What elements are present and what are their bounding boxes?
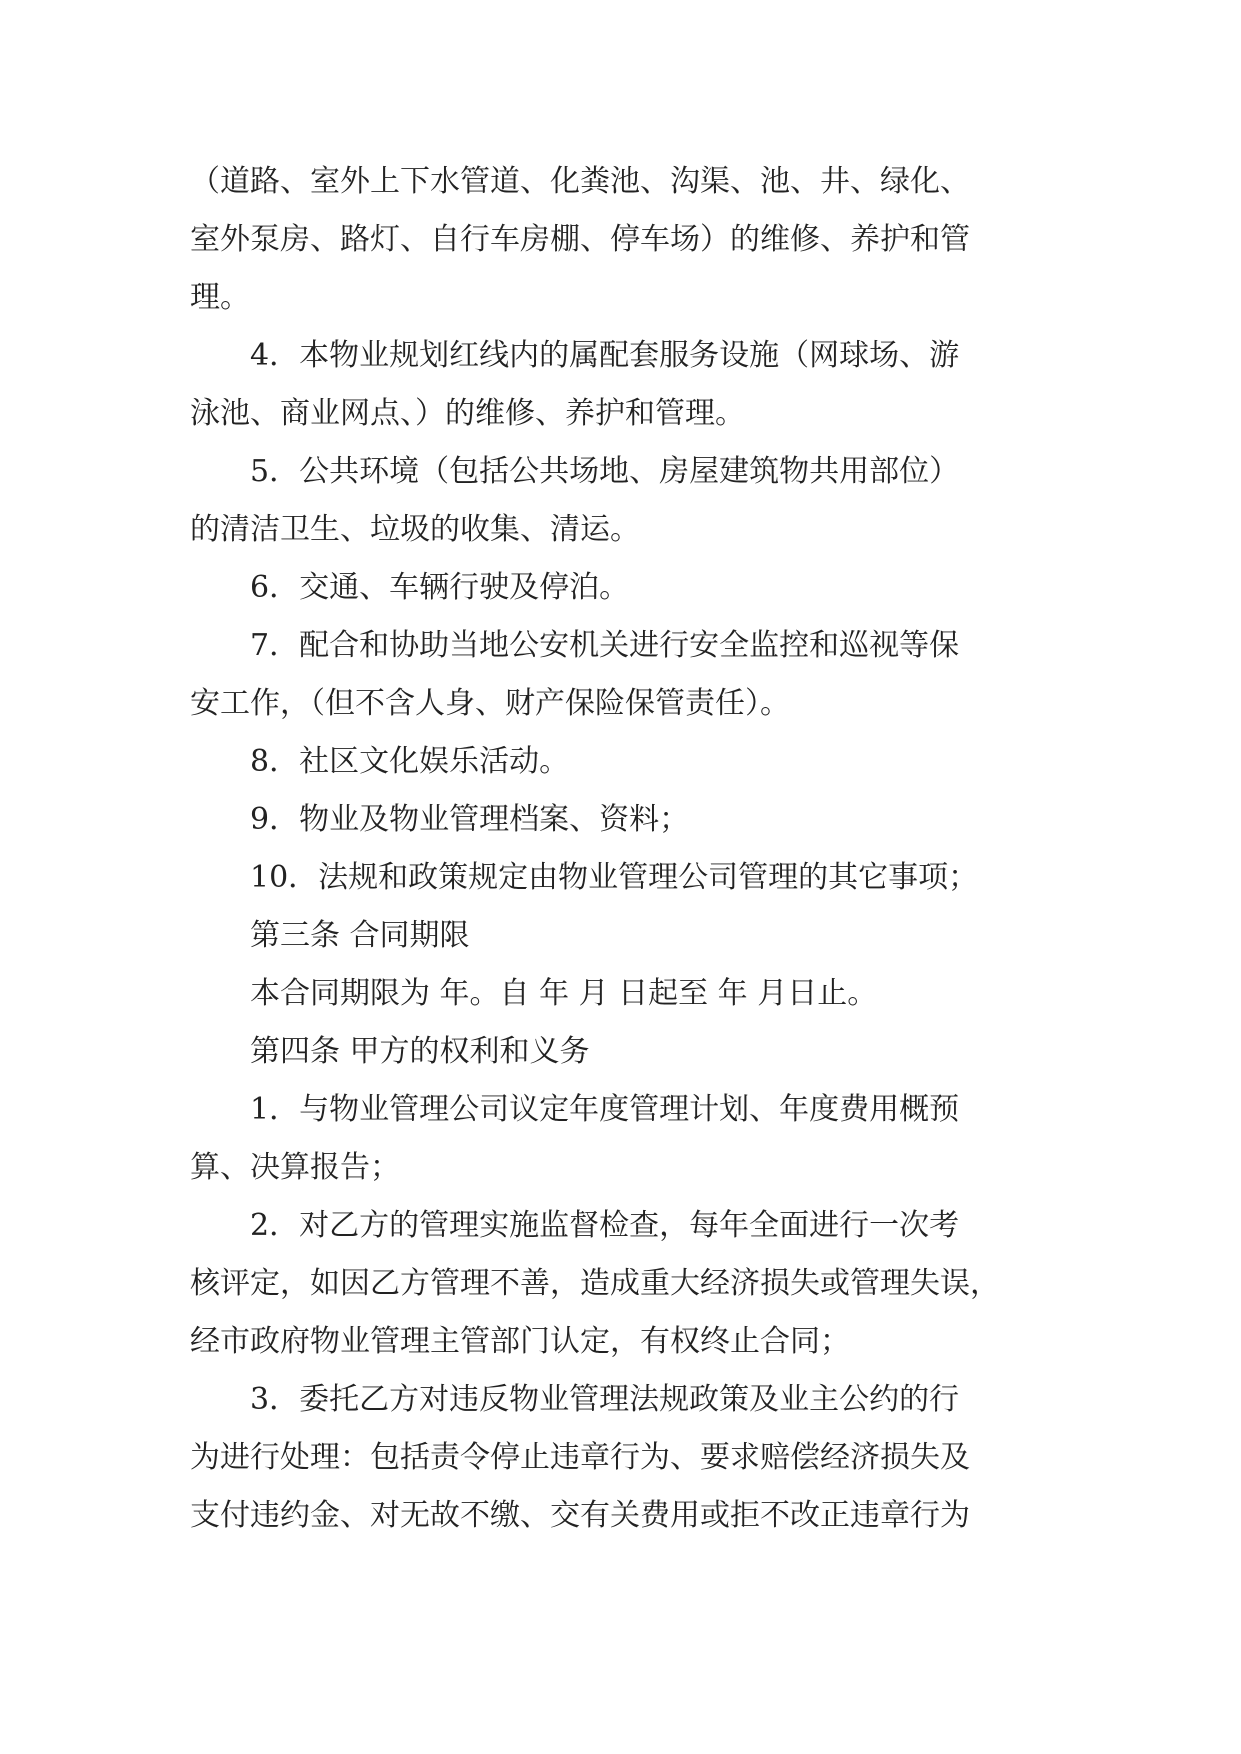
text-line: 10．法规和政策规定由物业管理公司管理的其它事项；: [190, 860, 979, 895]
text-line: （道路、室外上下水管道、化粪池、沟渠、池、井、绿化、: [190, 164, 970, 199]
text-line: 8．社区文化娱乐活动。: [190, 744, 570, 779]
text-line: 3．委托乙方对违反物业管理法规政策及业主公约的行: [190, 1382, 960, 1417]
text-line: 5．公共环境（包括公共场地、房屋建筑物共用部位）: [190, 454, 960, 489]
text-line: 室外泵房、路灯、自行车房棚、停车场）的维修、养护和管: [190, 222, 970, 257]
text-line: 经市政府物业管理主管部门认定，有权终止合同；: [190, 1324, 850, 1359]
text-line: 9．物业及物业管理档案、资料；: [190, 802, 690, 837]
text-line: 理。: [190, 280, 250, 315]
text-line: 6．交通、车辆行驶及停泊。: [190, 570, 630, 605]
text-line: 的清洁卫生、垃圾的收集、清运。: [190, 512, 640, 547]
text-line: 1．与物业管理公司议定年度管理计划、年度费用概预: [190, 1092, 960, 1127]
text-line: 为进行处理：包括责令停止违章行为、要求赔偿经济损失及: [190, 1440, 970, 1475]
text-line: 2．对乙方的管理实施监督检查，每年全面进行一次考: [190, 1208, 960, 1243]
text-line: 本合同期限为 年。自 年 月 日起至 年 月日止。: [190, 976, 878, 1011]
text-line: 支付违约金、对无故不缴、交有关费用或拒不改正违章行为: [190, 1498, 970, 1533]
section-heading: 第三条 合同期限: [190, 918, 470, 953]
text-line: 核评定，如因乙方管理不善，造成重大经济损失或管理失误，: [190, 1266, 1000, 1301]
text-line: 4．本物业规划红线内的属配套服务设施（网球场、游: [190, 338, 960, 373]
text-line: 7．配合和协助当地公安机关进行安全监控和巡视等保: [190, 628, 960, 663]
text-line: 安工作，（但不含人身、财产保险保管责任）。: [190, 686, 790, 721]
text-line: 泳池、商业网点、）的维修、养护和管理。: [190, 396, 745, 431]
section-heading: 第四条 甲方的权利和义务: [190, 1034, 590, 1069]
text-line: 算、决算报告；: [190, 1150, 400, 1185]
